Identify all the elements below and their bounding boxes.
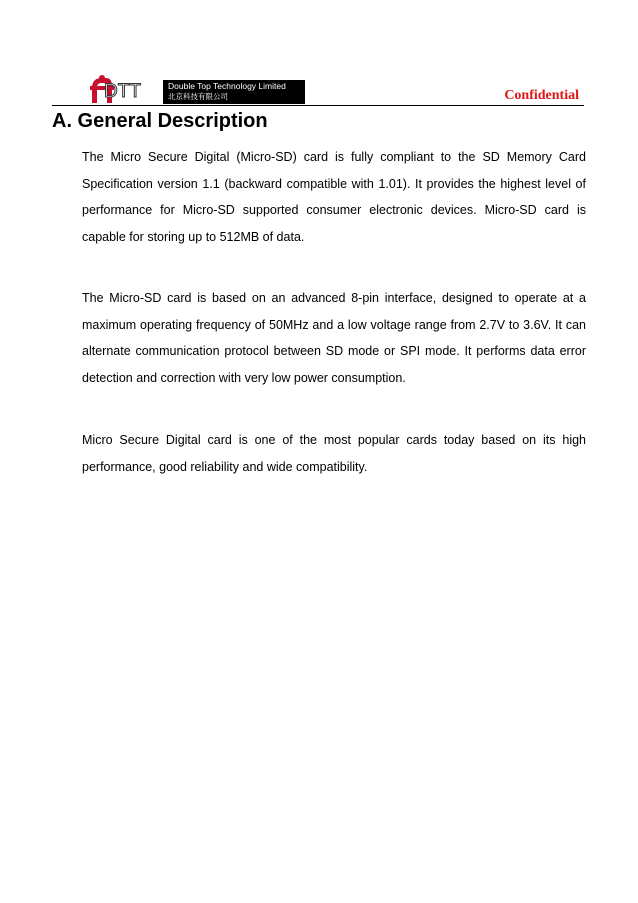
paragraph-overview: The Micro Secure Digital (Micro-SD) card is fully compliant to the SD Memory Card Specification version 1.1 (backward compatible with 1.01). It provides the highest level of performance for Micro-SD supported consumer electronic devices. Micro-SD card is capable for storing up to 512MB of data. xyxy=(82,150,586,245)
paragraph-popularity: Micro Secure Digital card is one of the most popular cards today based on its high performance, good reliability and wide compatibility. xyxy=(82,433,586,474)
header-divider xyxy=(52,105,584,106)
section-title: A. General Description xyxy=(52,110,268,132)
confidential-label: Confidential xyxy=(504,88,579,103)
company-name-en: Double Top Technology Limited xyxy=(168,81,286,91)
company-name-cn: 北京科技有限公司 xyxy=(168,92,228,101)
logo-text: DTT xyxy=(104,81,141,102)
paragraph-interface: The Micro-SD card is based on an advanced 8-pin interface, designed to operate at a maximum operating frequency of 50MHz and a low voltage range from 2.7V to 3.6V. It can alternate communication protocol between SD mode or SPI mode. It performs data error detection and correction with very low power consumption. xyxy=(82,291,586,386)
page-header xyxy=(0,0,638,110)
